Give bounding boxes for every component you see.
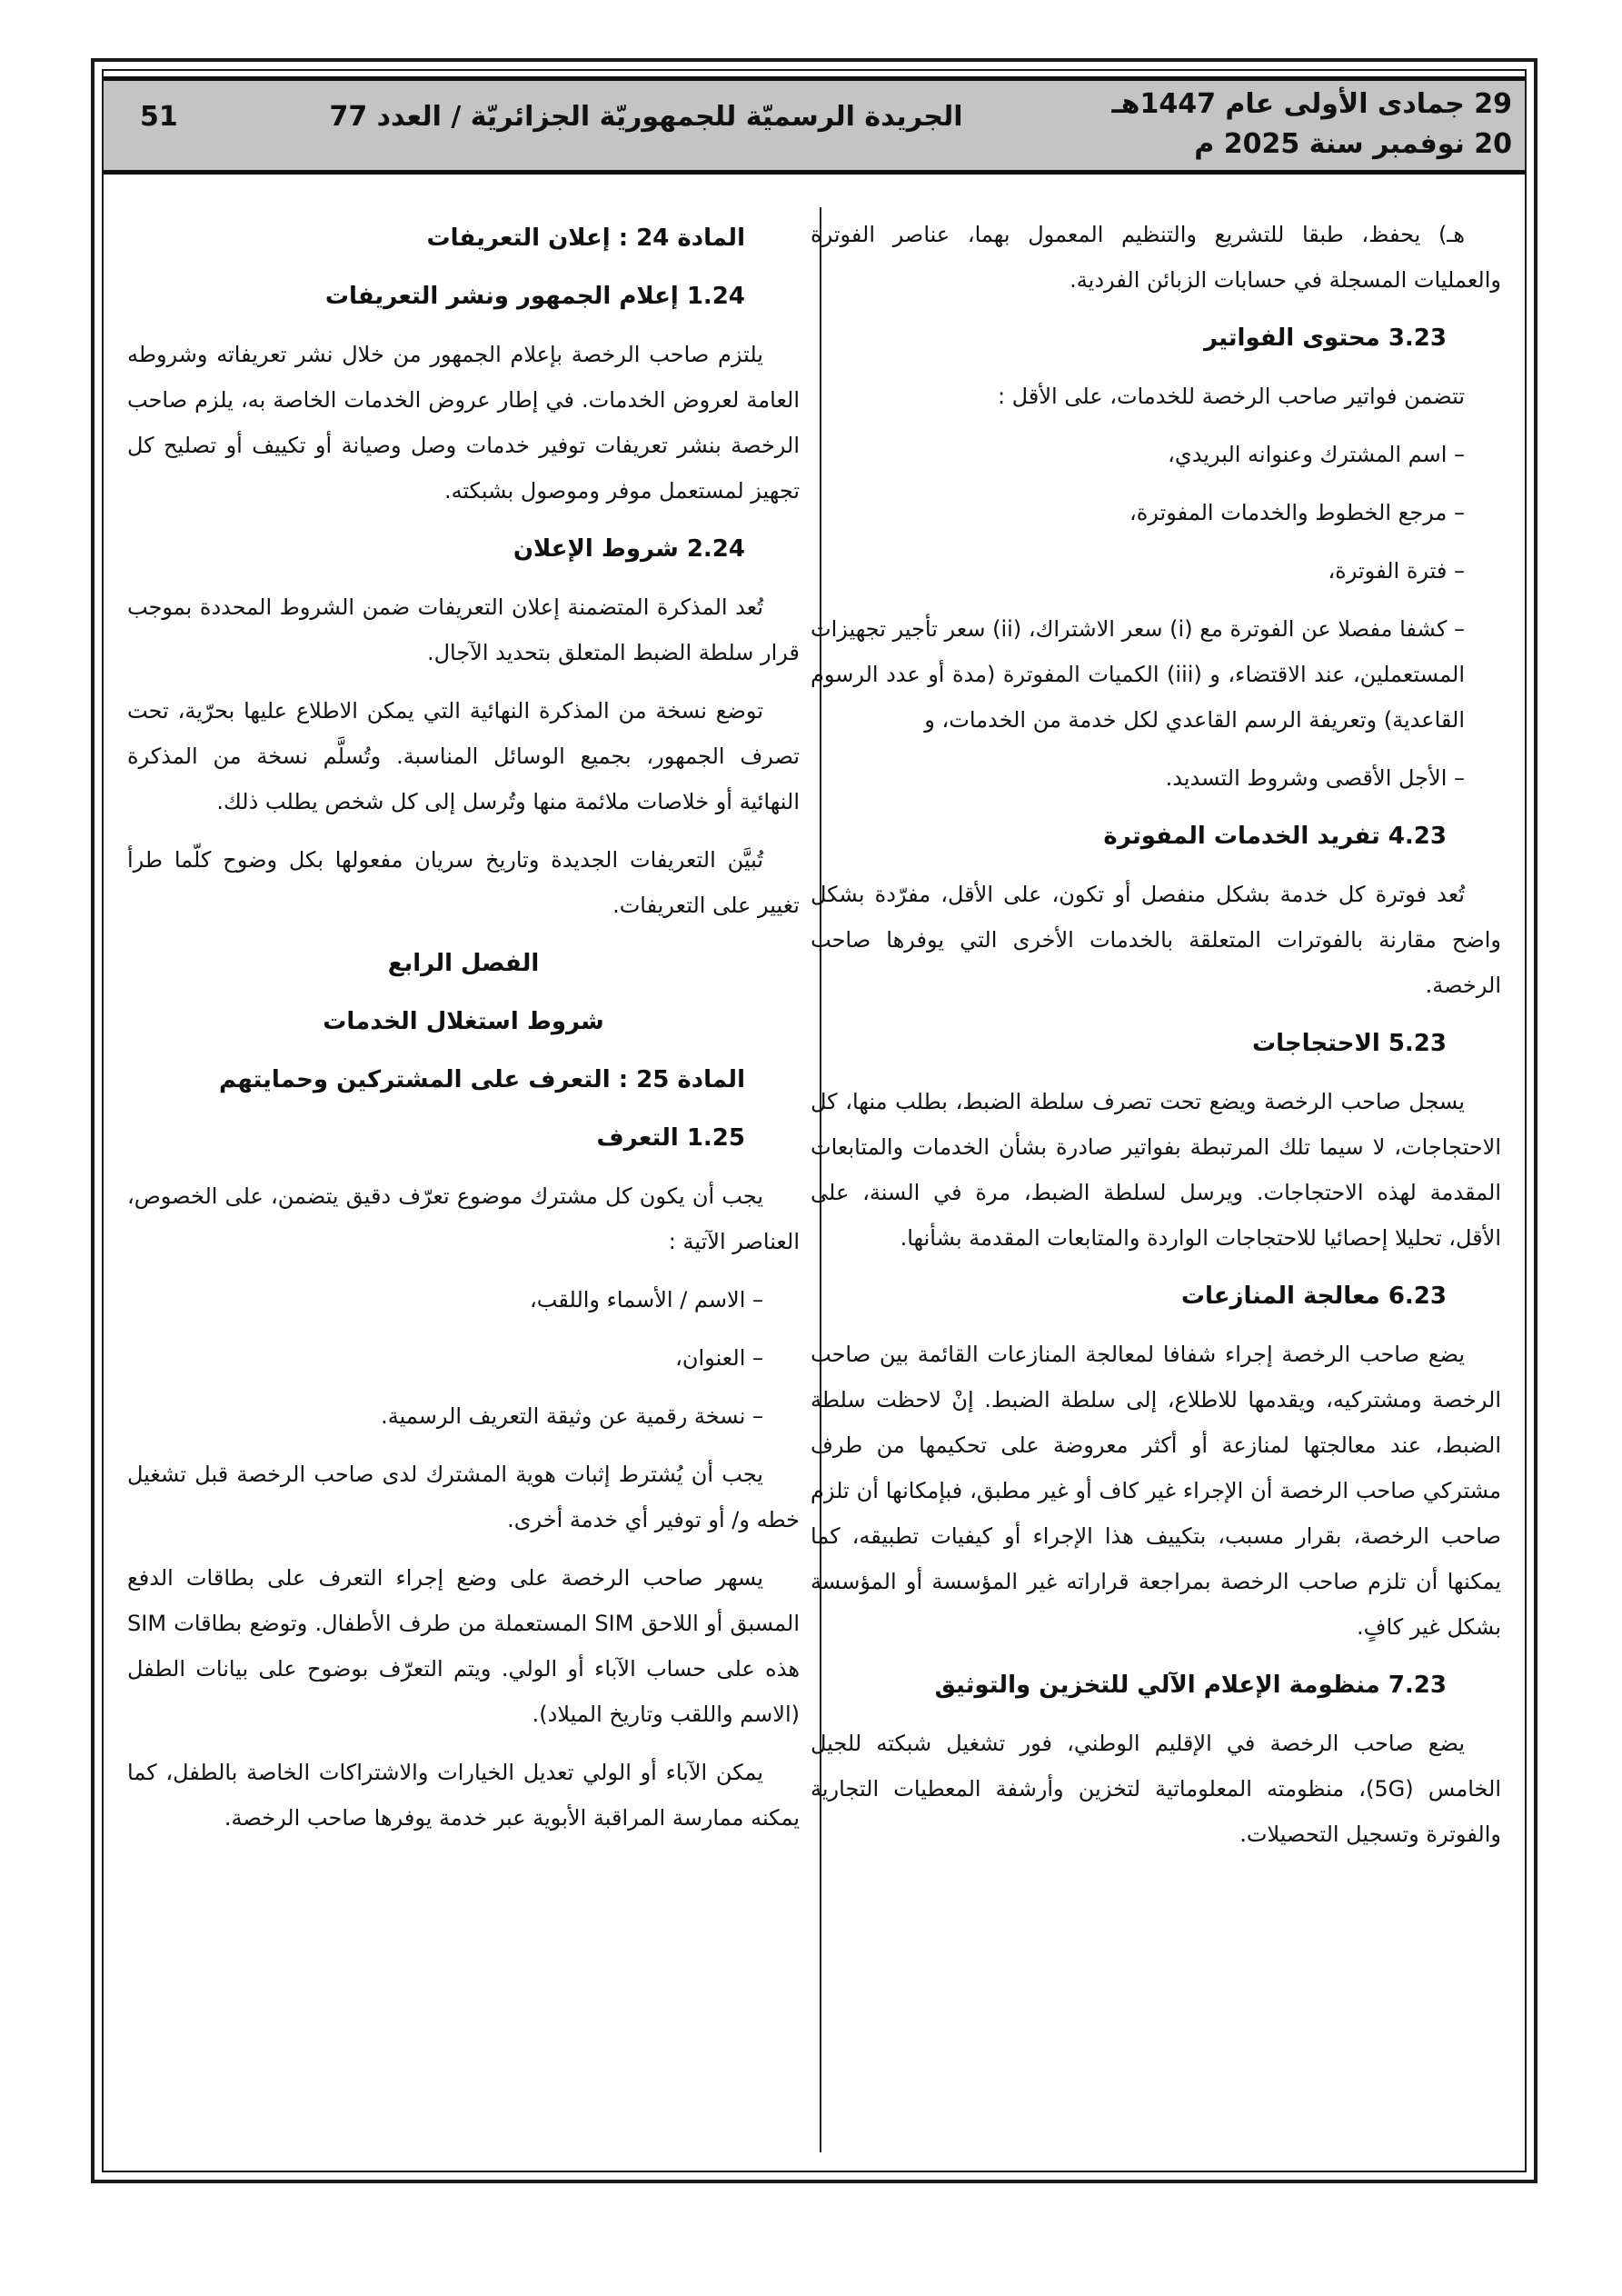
paragraph: يضع صاحب الرخصة إجراء شفافا لمعالجة المنازعات القائمة بين صاحب الرخصة ومشتركيه، ويقدمها للاطلاع، إلى سلطة الضبط. إنْ لاحظت سلطة الضبط، عند معالجتها لمنازعة أو أكثر معروضة على تحكيمها من طرف مشتركي صاحب الرخصة أن الإجراء غير كاف أو غير مطبق، فبإمكانها أن تلزم صاحب الرخصة، بقرار مسبب، بتكييف هذا الإجراء أو كيفيات تطبيقه، كما يمكنها أن تلزم صاحب الرخصة بمراجعة قراراته غير المؤسسة أو المؤسسة بشكل غير كافٍ.: [811, 1342, 1501, 1640]
section-heading: 4.23 تفريد الخدمات المفوترة: [1103, 823, 1447, 850]
list-item: – اسم المشترك وعنوانه البريدي،: [1168, 442, 1465, 467]
paragraph: يضع صاحب الرخصة في الإقليم الوطني، فور تشغيل شبكته للجيل الخامس (5G)، منظومته المعلوماتية لتخزين وأرشفة المعطيات التجارية والفوترة وتسجيل التحصيلات.: [811, 1731, 1501, 1847]
list-item: – مرجع الخطوط والخدمات المفوترة،: [1129, 500, 1465, 525]
list-item: – الاسم / الأسماء واللقب،: [530, 1287, 763, 1313]
section-heading: 1.24 إعلام الجمهور ونشر التعريفات: [324, 283, 745, 310]
header-dates: [1103, 85, 1512, 165]
right-column: [811, 212, 1501, 1870]
page-inner-frame: [102, 69, 1527, 2172]
section-heading: المادة 24 : إعلان التعريفات: [426, 225, 745, 252]
date-gregorian: 20 نوفمبر سنة 2025 م: [1194, 128, 1512, 160]
paragraph: يجب أن يُشترط إثبات هوية المشترك لدى صاحب الرخصة قبل تشغيل خطه و/ أو توفير أي خدمة أخرى.: [127, 1462, 800, 1532]
paragraph: يمكن الآباء أو الولي تعديل الخيارات والاشتراكات الخاصة بالطفل، كما يمكنه ممارسة المراقبة الأبوية عبر خدمة يوفرها صاحب الرخصة.: [127, 1760, 800, 1831]
chapter-heading: شروط استغلال الخدمات: [323, 1008, 604, 1035]
paragraph: تُبيَّن التعريفات الجديدة وتاريخ سريان مفعولها بكل وضوح كلّما طرأ تغيير على التعريفات.: [127, 847, 800, 918]
paragraph: يسجل صاحب الرخصة ويضع تحت تصرف سلطة الضبط، بطلب منها، كل الاحتجاجات، لا سيما تلك المرتبطة بفواتير صادرة بشأن الخدمات والمتابعات المقدمة لهذه الاحتجاجات. ويرسل لسلطة الضبط، مرة في السنة، على الأقل، تحليلا إحصائيا للاحتجاجات الواردة والمتابعات المقدمة بشأنها.: [811, 1089, 1501, 1251]
paragraph: تتضمن فواتير صاحب الرخصة للخدمات، على الأقل :: [997, 384, 1465, 409]
section-heading: 7.23 منظومة الإعلام الآلي للتخزين والتوثيق: [934, 1672, 1447, 1699]
page-number: 51: [140, 101, 178, 133]
paragraph: تُعد المذكرة المتضمنة إعلان التعريفات ضمن الشروط المحددة بموجب قرار سلطة الضبط المتعلق بتحديد الآجال.: [127, 594, 800, 665]
date-hijri: 29 جمادى الأولى عام 1447هـ: [1111, 88, 1512, 120]
gazette-title: الجريدة الرسميّة للجمهوريّة الجزائريّة / العدد 77: [329, 101, 963, 133]
page-header: [104, 76, 1525, 175]
section-heading: 5.23 الاحتجاجات: [1252, 1030, 1447, 1057]
section-heading: المادة 25 : التعرف على المشتركين وحمايتهم: [219, 1066, 745, 1093]
section-heading: 6.23 معالجة المنازعات: [1180, 1283, 1447, 1310]
section-heading: 1.25 التعرف: [596, 1124, 745, 1152]
list-item: – نسخة رقمية عن وثيقة التعريف الرسمية.: [381, 1403, 763, 1429]
paragraph: تُعد فوترة كل خدمة بشكل منفصل أو تكون، على الأقل، مفرّدة بشكل واضح مقارنة بالفوترات المتعلقة بالخدمات الأخرى التي يوفرها صاحب الرخصة.: [811, 882, 1501, 998]
list-item: – فترة الفوترة،: [1328, 558, 1465, 584]
section-heading: 2.24 شروط الإعلان: [512, 535, 745, 563]
list-item: – الأجل الأقصى وشروط التسديد.: [1165, 765, 1465, 791]
paragraph: توضع نسخة من المذكرة النهائية التي يمكن الاطلاع عليها بحرّية، تحت تصرف الجمهور، بجميع الوسائل المناسبة. وتُسلَّم نسخة من المذكرة النهائية أو خلاصات ملائمة منها وتُرسل إلى كل شخص يطلب ذلك.: [127, 698, 800, 814]
section-heading: 3.23 محتوى الفواتير: [1204, 324, 1447, 352]
page-frame: [91, 58, 1537, 2183]
paragraph: يلتزم صاحب الرخصة بإعلام الجمهور من خلال نشر تعريفاته وشروطه العامة لعروض الخدمات. في إطار عروض الخدمات الخاصة به، يلزم صاحب الرخصة بنشر تعريفات توفير خدمات وصل وصيانة أو تكييف أو تصليح كل تجهيز لمستعمل موفر وموصول بشبكته.: [127, 342, 800, 504]
chapter-heading: الفصل الرابع: [387, 950, 540, 977]
left-column: [127, 212, 800, 1853]
list-item: – كشفا مفصلا عن الفوترة مع (i) سعر الاشتراك، (ii) سعر تأجير تجهيزات المستعملين، عند الاقتضاء، و (iii) الكميات المفوترة (مدة أو عدد الرسوم القاعدية) وتعريفة الرسم القاعدي لكل خدمة من الخدمات، و: [811, 616, 1465, 733]
paragraph: يجب أن يكون كل مشترك موضوع تعرّف دقيق يتضمن، على الخصوص، العناصر الآتية :: [127, 1183, 800, 1254]
list-item: – العنوان،: [675, 1345, 763, 1371]
paragraph: يسهر صاحب الرخصة على وضع إجراء التعرف على بطاقات الدفع المسبق أو اللاحق SIM المستعملة من طرف الأطفال. وتوضع بطاقات SIM هذه على حساب الآباء أو الولي. ويتم التعرّف بوضوح على بيانات الطفل (الاسم واللقب وتاريخ الميلاد).: [127, 1565, 800, 1727]
paragraph: هـ) يحفظ، طبقا للتشريع والتنظيم المعمول بهما، عناصر الفوترة والعمليات المسجلة في حسابات الزبائن الفردية.: [811, 222, 1501, 293]
